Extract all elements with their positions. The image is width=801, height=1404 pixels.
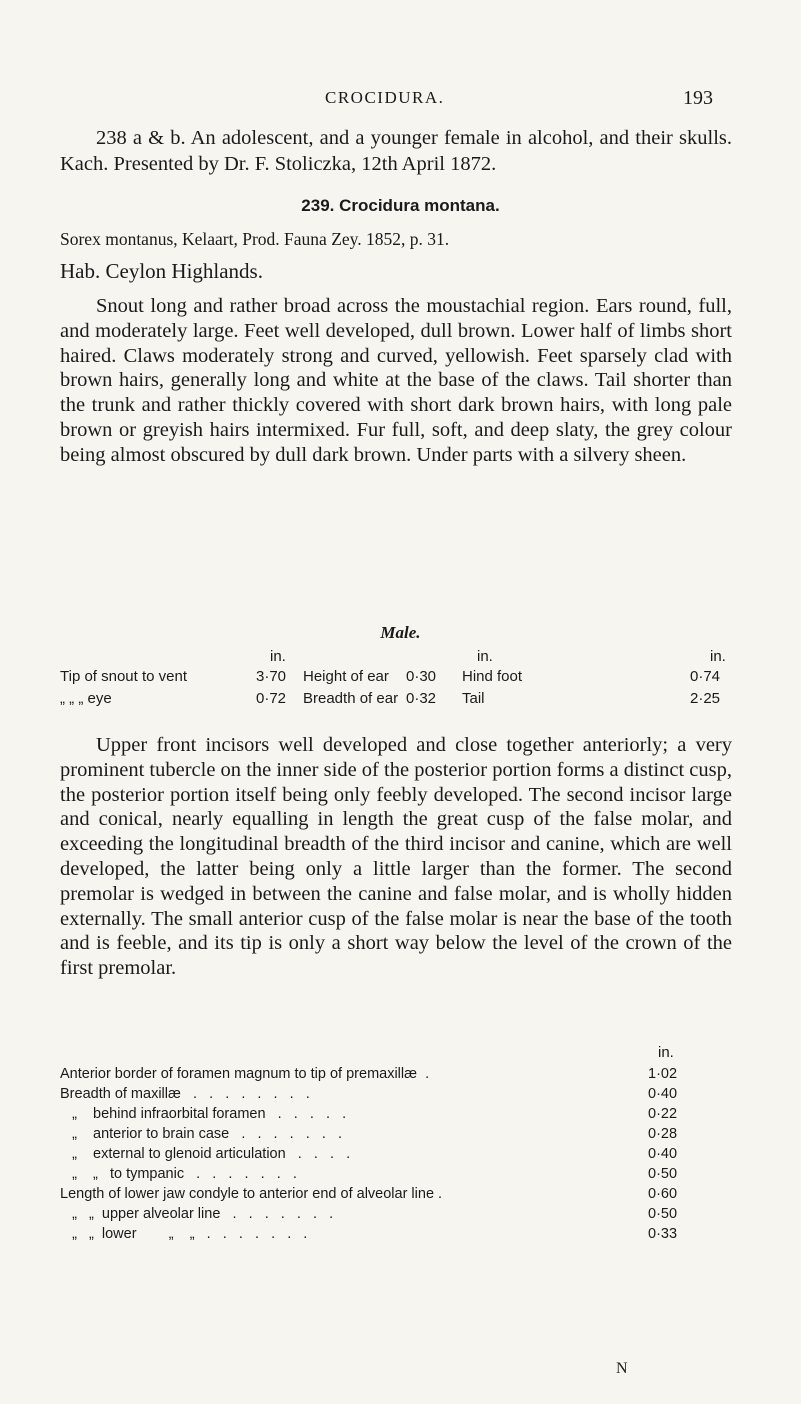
signature-mark: N (616, 1360, 628, 1377)
measure-value: 0·50 (648, 1166, 678, 1182)
measure-value: 3·70 (256, 668, 287, 685)
measure-label: Hind foot (462, 668, 523, 685)
measure-value: 0·40 (648, 1086, 678, 1102)
measure-label: Breadth of maxillæ . . . . . . . . (60, 1086, 310, 1102)
running-header (0, 88, 801, 112)
table-row (60, 1206, 740, 1226)
table-row (60, 1166, 740, 1186)
measure-value: 0·28 (648, 1126, 678, 1142)
page-number: 193 (683, 87, 713, 109)
measure-label: „ „ upper alveolar line . . . . . . . (60, 1206, 334, 1222)
measure-value: 0·33 (648, 1226, 678, 1242)
specimen-entry-238: 238 a & b. An adolescent, and a younger female in alcohol, and their skulls. Kach. Presented by Dr. F. Stoliczka, 12th April 1872. (60, 127, 732, 175)
measure-value: 0·60 (648, 1186, 678, 1202)
measurements-heading: Male. (380, 623, 421, 642)
measure-label: „ „ „ eye (60, 690, 112, 707)
species-description: Snout long and rather broad across the moustachial region. Ears round, full, and moderately large. Feet well developed, dull brown. Lower half of limbs short haired. Claws moderately strong and curved, yellowish. Feet sparsely clad with brown hairs, generally long and white at the base of the claws. Tail shorter than the trunk and rather thickly covered with short dark brown hairs, with long pale brown or greyish hairs intermixed. Fur full, soft, and deep slaty, the grey colour being almost obscured by dull dark brown. Under parts with a silvery sheen. (60, 295, 732, 466)
table-row (60, 1066, 740, 1086)
species-heading: 239. Crocidura montana. (301, 196, 500, 215)
measure-label: Breadth of ear (303, 690, 399, 707)
measure-value: 0·30 (406, 668, 437, 685)
measure-label: Tip of snout to vent (60, 668, 188, 685)
habitat-line: Hab. Ceylon Highlands. (60, 259, 263, 283)
measure-value: 2·25 (690, 690, 721, 707)
measure-value: 0·22 (648, 1106, 678, 1122)
unit-label: in. (477, 648, 493, 665)
measure-label: „ external to glenoid articulation . . . . (60, 1146, 351, 1162)
table-row (60, 1086, 740, 1106)
measure-value: 1·02 (648, 1066, 678, 1082)
measure-label: Anterior border of foramen magnum to tip of premaxillæ . (60, 1066, 430, 1082)
measure-label: „ anterior to brain case . . . . . . . (60, 1126, 343, 1142)
measure-value: 0·50 (648, 1206, 678, 1222)
measure-value: 0·74 (690, 668, 721, 685)
table-row (60, 1106, 740, 1126)
measure-label: Tail (462, 690, 485, 707)
dentition-description: Upper front incisors well developed and close together anteriorly; a very prominent tubercle on the inner side of the posterior portion forms a distinct cusp, the posterior portion itself being only feebly developed. The second incisor large and conical, nearly equalling in length the great cusp of the false molar, and exceeding the longitudinal breadth of the third incisor and canine, which are well developed, the latter being only a little larger than the former. The second premolar is wedged in between the canine and false molar, and is wholly hidden externally. The small anterior cusp of the false molar is near the base of the tooth and is feeble, and its tip is only a short way below the level of the crown of the first premolar. (60, 734, 732, 980)
synonym-citation: Sorex montanus, Kelaart, Prod. Fauna Zey. 1852, p. 31. (60, 229, 450, 249)
unit-label: in. (658, 1044, 674, 1061)
table-row (60, 690, 740, 712)
measure-label: Length of lower jaw condyle to anterior end of alveolar line . (60, 1186, 443, 1202)
measure-value: 0·32 (406, 690, 437, 707)
measure-label: „ „ to tympanic . . . . . . . (60, 1166, 297, 1182)
table-row (60, 1126, 740, 1146)
measure-label: „ behind infraorbital foramen . . . . . (60, 1106, 347, 1122)
table-row (60, 1226, 740, 1246)
body-measurements-table (60, 648, 740, 712)
measure-label: „ „ lower „ „ . . . . . . . (60, 1226, 308, 1242)
measure-value: 0·72 (256, 690, 287, 707)
measure-value: 0·40 (648, 1146, 678, 1162)
unit-label: in. (710, 648, 726, 665)
running-title: CROCIDURA. (325, 88, 445, 107)
measure-label: Height of ear (303, 668, 389, 685)
table-row (60, 1186, 740, 1206)
units-row (60, 648, 740, 668)
unit-label: in. (270, 648, 286, 665)
table-row (60, 668, 740, 690)
table-row (60, 1146, 740, 1166)
